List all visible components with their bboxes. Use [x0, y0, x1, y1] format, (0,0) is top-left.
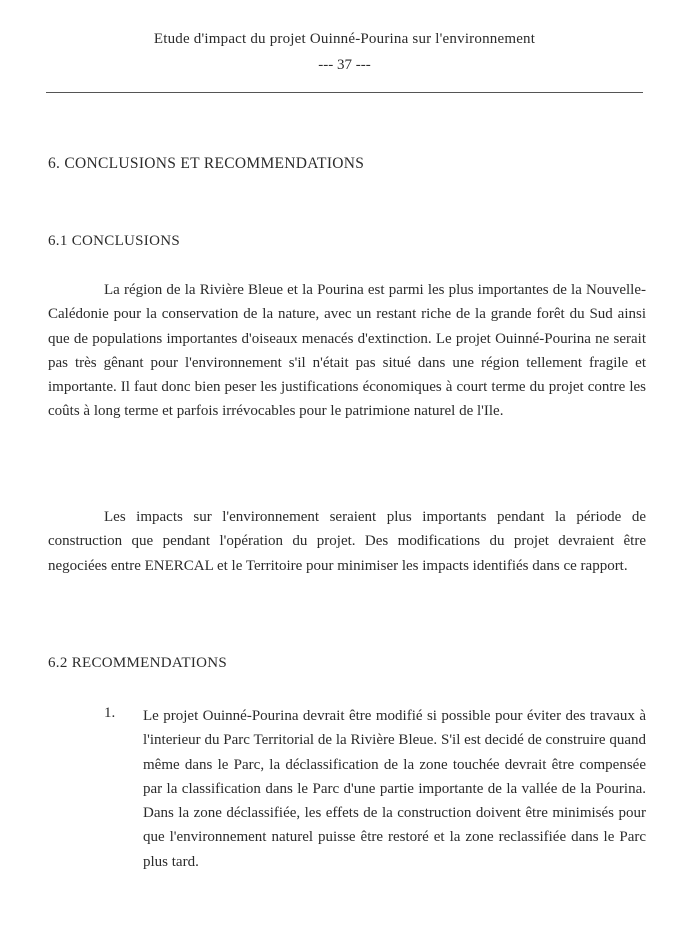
recommendations-heading: 6.2 RECOMMENDATIONS: [48, 655, 228, 671]
header-divider: [46, 92, 643, 93]
document-title: Etude d'impact du projet Ouinné-Pourina sur l'environnement: [153, 31, 536, 47]
conclusions-heading: 6.1 CONCLUSIONS: [48, 233, 181, 249]
conclusions-paragraph-1-text: La région de la Rivière Bleue et la Pourina est parmi les plus importantes de la Nouvelle-Calédonie pour la conservation de la nature, avec un restant riche de la grande forêt du Sud ainsi que de populations importantes d'oiseaux menacés d'extinction. Le projet Ouinné-Pourina ne serait pas très gênant pour l'environnement s'il n'était pas situé dans une région tellement fragile et importante. Il faut donc bien peser les justifications économiques à court terme du projet contre les coûts à long terme et parfois irrévocables pour le patrimione naturel de l'Ile.: [48, 282, 646, 420]
section-heading: 6. CONCLUSIONS ET RECOMMENDATIONS: [48, 155, 365, 172]
conclusions-paragraph-2: [48, 505, 646, 578]
conclusions-paragraph-2-text: Les impacts sur l'environnement seraient plus importants pendant la période de construction que pendant l'opération du projet. Des modifications du projet devraient être negociées entre ENERCAL et le Territoire pour minimiser les impacts identifiés dans ce rapport.: [48, 509, 646, 574]
recommendation-text: Le projet Ouinné-Pourina devrait être modifié si possible pour éviter des travaux à l'interieur du Parc Territorial de la Rivière Bleue. S'il est decidé de construire quand même dans le Parc, la déclassification de la zone touchée devrait être compensée par la classification dans le Parc d'une partie importante de la vallée de la Pourina. Dans la zone déclassifiée, les effets de la construction doivent être minimisés pour que l'environnement naturel puisse être restoré et la zone reclassifiée dans le Parc plus tard.: [143, 708, 646, 870]
conclusions-paragraph-1: [48, 278, 646, 424]
page-number: --- 37 ---: [318, 57, 371, 73]
recommendation-number: 1.: [104, 705, 116, 721]
